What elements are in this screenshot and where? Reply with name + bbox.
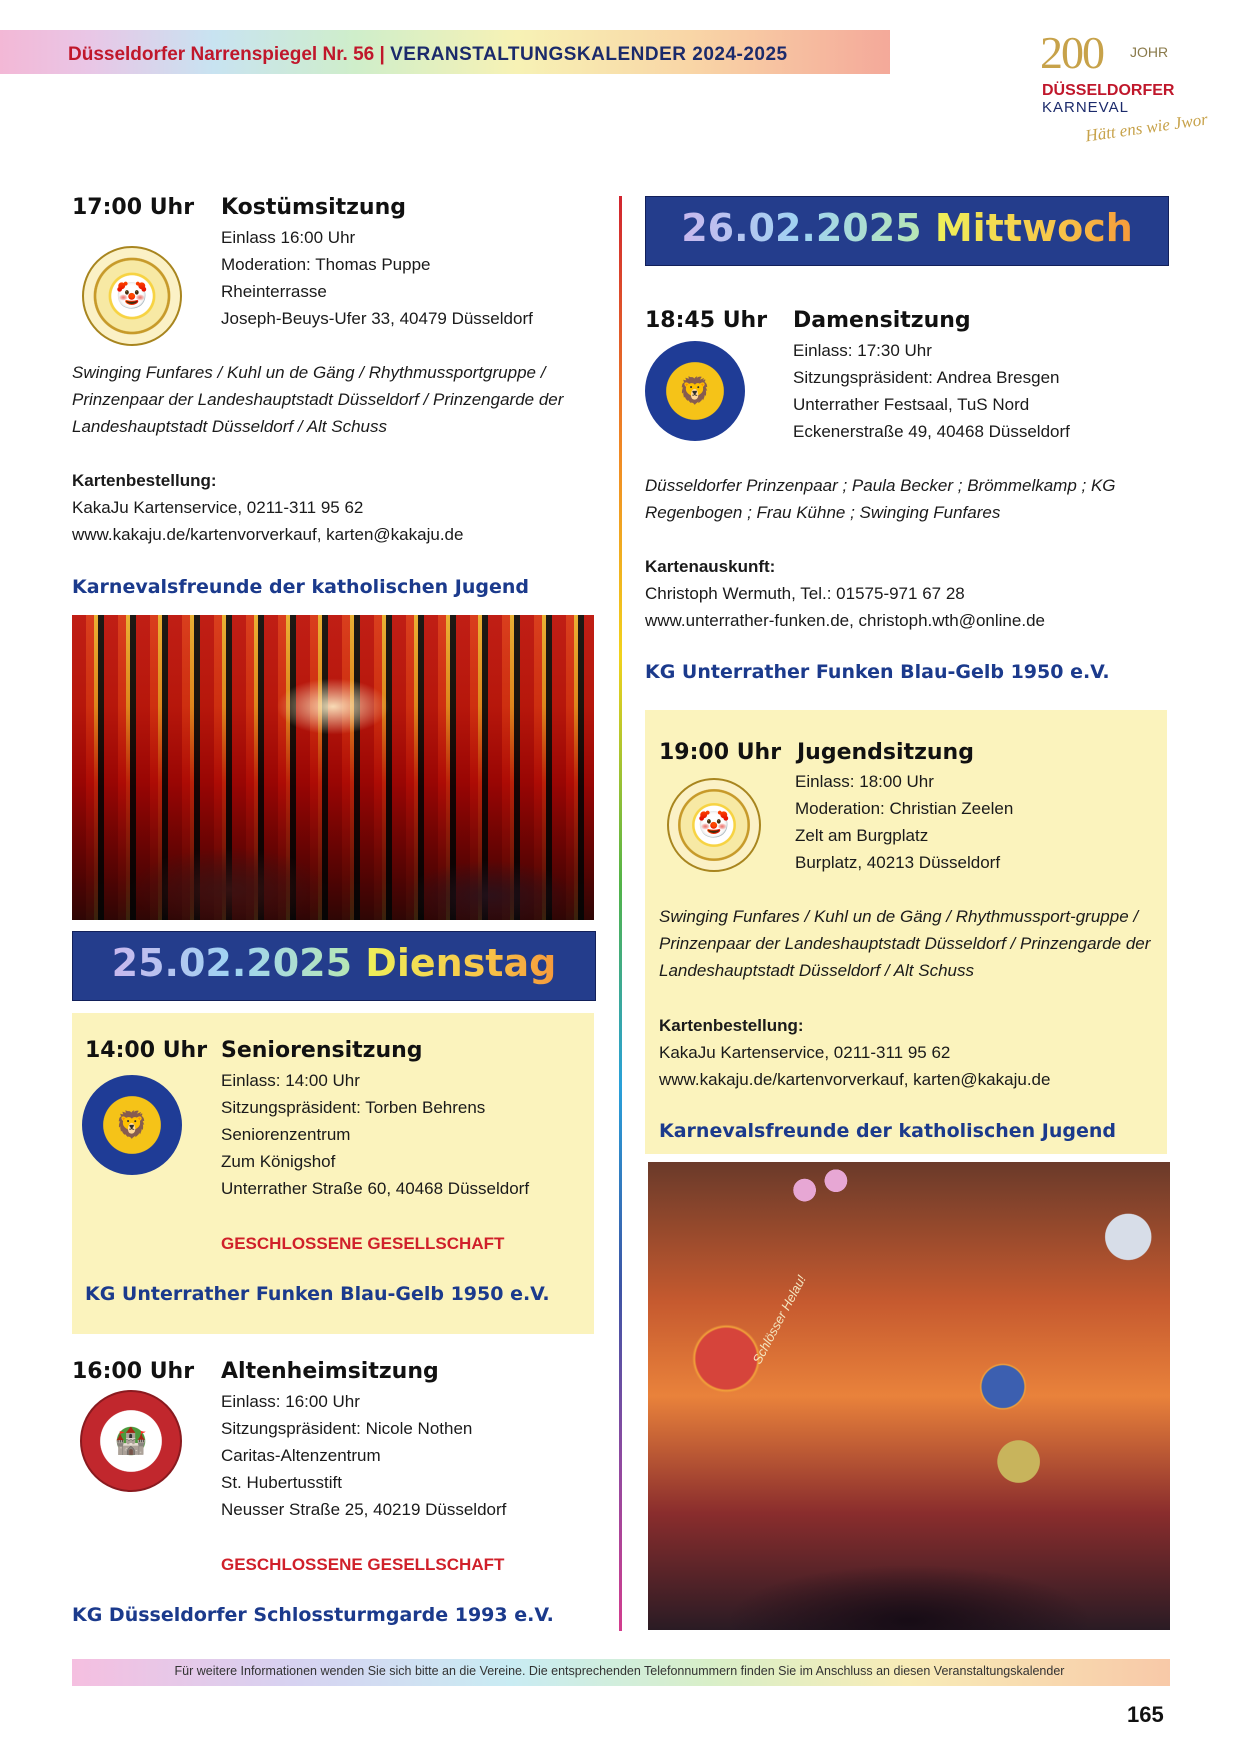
ticket-line: KakaJu Kartenservice, 0211-311 95 62 [72, 498, 364, 517]
event-acts: Swinging Funfares / Kuhl un de Gäng / Rhythmussport-gruppe / Prinzenpaar der Landeshauptstadt Düsseldorf / Prinzengarde der Landeshauptstadt Düsseldorf / Alt Schuss [659, 907, 1151, 980]
organizer-name: KG Unterrather Funken Blau-Gelb 1950 e.V. [85, 1283, 550, 1305]
detail-line: Burplatz, 40213 Düsseldorf [795, 853, 1001, 872]
anniversary-logo-name: DÜSSELDORFER [1042, 82, 1175, 99]
detail-line: Caritas-Altenzentrum [221, 1446, 381, 1465]
organizer-name: Karnevalsfreunde der katholischen Jugend [72, 576, 529, 598]
detail-line: Zelt am Burgplatz [795, 826, 929, 845]
ticket-label: Kartenauskunft: [645, 557, 776, 576]
funken-blau-gelb-emblem-icon: 🦁 [82, 1075, 182, 1175]
column-divider [619, 196, 622, 1631]
organizer-name: KG Düsseldorfer Schlossturmgarde 1993 e.V. [72, 1604, 554, 1626]
ticket-label: Kartenbestellung: [659, 1016, 804, 1035]
detail-line: Einlass: 14:00 Uhr [221, 1071, 360, 1090]
detail-line: Sitzungspräsident: Nicole Nothen [221, 1419, 473, 1438]
event-details [221, 224, 533, 332]
detail-line: Einlass 16:00 Uhr [221, 228, 356, 247]
event-title: Seniorensitzung [221, 1038, 423, 1063]
event-time: 16:00 Uhr [72, 1359, 195, 1384]
event-photo-tent [648, 1162, 1170, 1630]
ticket-label: Kartenbestellung: [72, 471, 217, 490]
detail-line: Sitzungspräsident: Torben Behrens [221, 1098, 486, 1117]
photo-banner-text: Schlösser Helau! [749, 1272, 809, 1367]
detail-line: Einlass: 17:30 Uhr [793, 341, 932, 360]
banner-day: Dienstag [365, 941, 557, 985]
event-time: 17:00 Uhr [72, 195, 195, 220]
closed-event-notice: GESCHLOSSENE GESELLSCHAFT [221, 1555, 505, 1574]
publication-name: Düsseldorfer Narrenspiegel Nr. 56 [68, 44, 375, 65]
detail-line: Moderation: Thomas Puppe [221, 255, 431, 274]
banner-day: Mittwoch [934, 206, 1133, 250]
banner-date: 25.02.2025 [111, 941, 353, 985]
page-number: 165 [1127, 1702, 1164, 1727]
event-photo-stage [72, 615, 594, 920]
ticket-line: Christoph Wermuth, Tel.: 01575-971 67 28 [645, 584, 965, 603]
event-title: Jugendsitzung [797, 740, 974, 765]
banner-date: 26.02.2025 [681, 206, 922, 250]
detail-line: St. Hubertusstift [221, 1473, 342, 1492]
date-banner [72, 931, 596, 1001]
header-separator: | [374, 44, 391, 65]
detail-line: Seniorenzentrum [221, 1125, 351, 1144]
ticket-line: www.unterrather-funken.de, christoph.wth@online.de [645, 611, 1045, 630]
ticket-info [659, 1012, 1050, 1093]
anniversary-logo-script: Hätt ens wie Jwor [1084, 109, 1209, 146]
kath-jugend-emblem-icon: 🤡 [82, 246, 182, 346]
detail-line: Eckenerstraße 49, 40468 Düsseldorf [793, 422, 1070, 441]
event-acts: Swinging Funfares / Kuhl un de Gäng / Rhythmussportgruppe / Prinzenpaar der Landeshauptstadt Düsseldorf / Prinzengarde der Landeshauptstadt Düsseldorf / Alt Schuss [72, 363, 564, 436]
detail-line: Sitzungspräsident: Andrea Bresgen [793, 368, 1060, 387]
anniversary-logo-karneval: KARNEVAL [1042, 99, 1129, 116]
detail-line: Unterrather Straße 60, 40468 Düsseldorf [221, 1179, 530, 1198]
detail-line: Moderation: Christian Zeelen [795, 799, 1014, 818]
event-details [221, 1388, 506, 1523]
event-title: Kostümsitzung [221, 195, 407, 220]
kath-jugend-emblem-icon: 🤡 [667, 778, 761, 872]
detail-line: Einlass: 16:00 Uhr [221, 1392, 360, 1411]
date-banner [645, 196, 1169, 266]
event-time: 18:45 Uhr [645, 308, 768, 333]
funken-blau-gelb-emblem-icon: 🦁 [645, 341, 745, 441]
ticket-info [645, 553, 1045, 634]
anniversary-logo-jahr: JOHR [1130, 44, 1169, 60]
detail-line: Neusser Straße 25, 40219 Düsseldorf [221, 1500, 507, 1519]
ticket-line: www.kakaju.de/kartenvorverkauf, karten@kakaju.de [72, 525, 464, 544]
detail-line: Einlass: 18:00 Uhr [795, 772, 934, 791]
ticket-info [72, 467, 463, 548]
anniversary-logo-number: 200 [1040, 27, 1103, 78]
event-time: 19:00 Uhr [659, 740, 782, 765]
event-details [793, 337, 1070, 445]
calendar-title: VERANSTALTUNGSKALENDER 2024-2025 [390, 44, 788, 65]
event-acts: Düsseldorfer Prinzenpaar ; Paula Becker ; Brömmelkamp ; KG Regenbogen ; Frau Kühne ; Swinging Funfares [645, 476, 1116, 522]
footer-note: Für weitere Informationen wenden Sie sich bitte an die Vereine. Die entsprechenden Telefonnummern finden Sie im Anschluss an diesen Veranstaltungskalender [174, 1664, 1065, 1678]
closed-event-notice: GESCHLOSSENE GESELLSCHAFT [221, 1234, 505, 1253]
schlossturmgarde-emblem-icon: 🏰 [80, 1390, 182, 1492]
detail-line: Rheinterrasse [221, 282, 327, 301]
detail-line: Joseph-Beuys-Ufer 33, 40479 Düsseldorf [221, 309, 533, 328]
detail-line: Unterrather Festsaal, TuS Nord [793, 395, 1030, 414]
ticket-line: www.kakaju.de/kartenvorverkauf, karten@kakaju.de [659, 1070, 1051, 1089]
event-details [795, 768, 1013, 876]
header-title [68, 44, 788, 66]
event-title: Altenheimsitzung [221, 1359, 439, 1384]
detail-line: Zum Königshof [221, 1152, 336, 1171]
ticket-line: KakaJu Kartenservice, 0211-311 95 62 [659, 1043, 951, 1062]
organizer-name: KG Unterrather Funken Blau-Gelb 1950 e.V. [645, 661, 1110, 683]
event-time: 14:00 Uhr [85, 1038, 208, 1063]
organizer-name: Karnevalsfreunde der katholischen Jugend [659, 1120, 1116, 1142]
event-title: Damensitzung [793, 308, 971, 333]
event-details [221, 1067, 529, 1202]
